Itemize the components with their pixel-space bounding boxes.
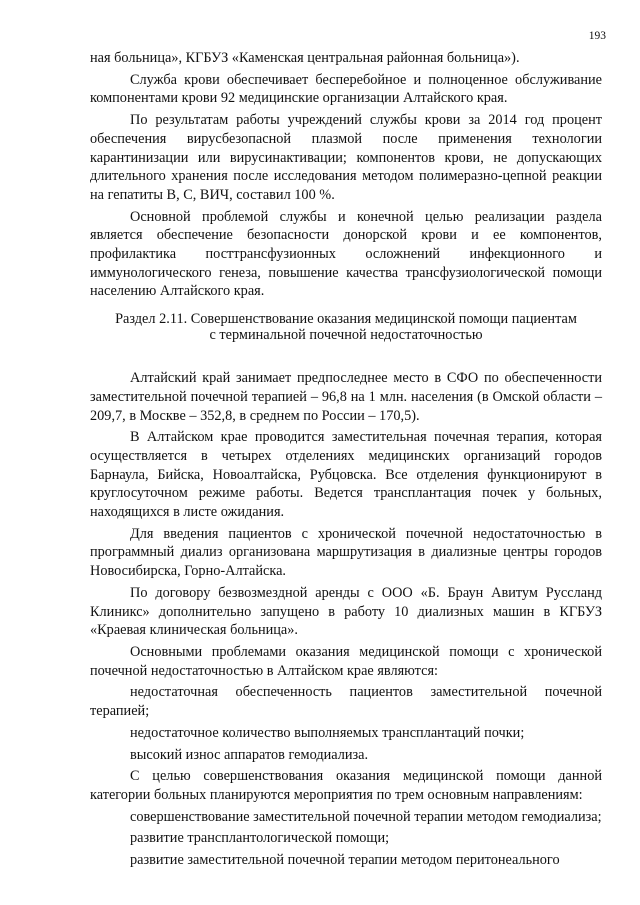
section-heading-line: с терминальной почечной недостаточностью <box>209 326 483 343</box>
paragraph: По договору безвозмездной аренды с ООО «Б. Браун Авитум Руссланд Клиникс» дополнительно запущено в работу 10 диализных машин в КГБУЗ «Краевая клиническая больница». <box>90 584 602 639</box>
paragraph: С целью совершенствования оказания медицинской помощи данной категории больных планируются мероприятия по трем основным направлениям: <box>90 768 602 803</box>
paragraph: В Алтайском крае проводится заместительная почечная терапия, которая осуществляется в четырех отделениях медицинских организаций городов Барнаула, Бийска, Новоалтайска, Рубцовска. Все отделения функционируют в круглосуточном режиме работы. Ведется трансплантация почек у больных, находящихся в листе ожидания. <box>90 429 602 521</box>
paragraph: Для введения пациентов с хронической почечной недостаточностью в программный диализ организована маршрутизация в диализные центры городов Новосибирска, Горно-Алтайска. <box>90 525 602 580</box>
list-item: недостаточное количество выполняемых трансплантаций почки; <box>130 724 525 741</box>
paragraph: Служба крови обеспечивает бесперебойное и полноценное обслуживание компонентами крови 92 медицинские организации Алтайского края. <box>90 71 602 107</box>
paragraph: ная больница», КГБУЗ «Каменская центральная районная больница»). <box>90 50 520 66</box>
list-item: развитие заместительной почечной терапии методом перитонеального <box>130 852 560 869</box>
page-number: 193 <box>588 30 606 42</box>
paragraph: Основной проблемой службы и конечной целью реализации раздела является обеспечение безопасности донорской крови и ее компонентов, профилактика посттрансфузионных осложнений инфекционного и иммунологического генеза, повышение качества трансфузиологической помощи населению Алтайского края. <box>90 208 602 300</box>
paragraph: Основными проблемами оказания медицинской помощи с хронической почечной недостаточностью в Алтайском крае являются: <box>90 643 602 679</box>
list-item: высокий износ аппаратов гемодиализа. <box>130 746 369 763</box>
list-item: развитие трансплантологической помощи; <box>130 830 390 847</box>
paragraph: По результатам работы учреждений службы крови за 2014 год процент обеспечения вирусбезопасной плазмой после применения технологии карантинизации или вирусинактивации; компонентов крови, не допускающих длительного хранения после исследования методом полимеразно-цепной реакции на гепатиты В, С, ВИЧ, составил 100 %. <box>90 112 602 203</box>
list-item: совершенствование заместительной почечной терапии методом гемодиализа; <box>130 808 602 825</box>
list-item: недостаточная обеспеченность пациентов заместительной почечной терапией; <box>90 684 602 720</box>
paragraph: Алтайский край занимает предпоследнее место в СФО по обеспеченности заместительной почечной терапией – 96,8 на 1 млн. населения (в Омской области – 209,7, в Москве – 352,8, в среднем по России – 170,5). <box>90 370 602 424</box>
section-heading-line: Раздел 2.11. Совершенствование оказания медицинской помощи пациентам <box>115 311 577 328</box>
section-heading <box>90 312 602 343</box>
document-body <box>90 49 602 873</box>
